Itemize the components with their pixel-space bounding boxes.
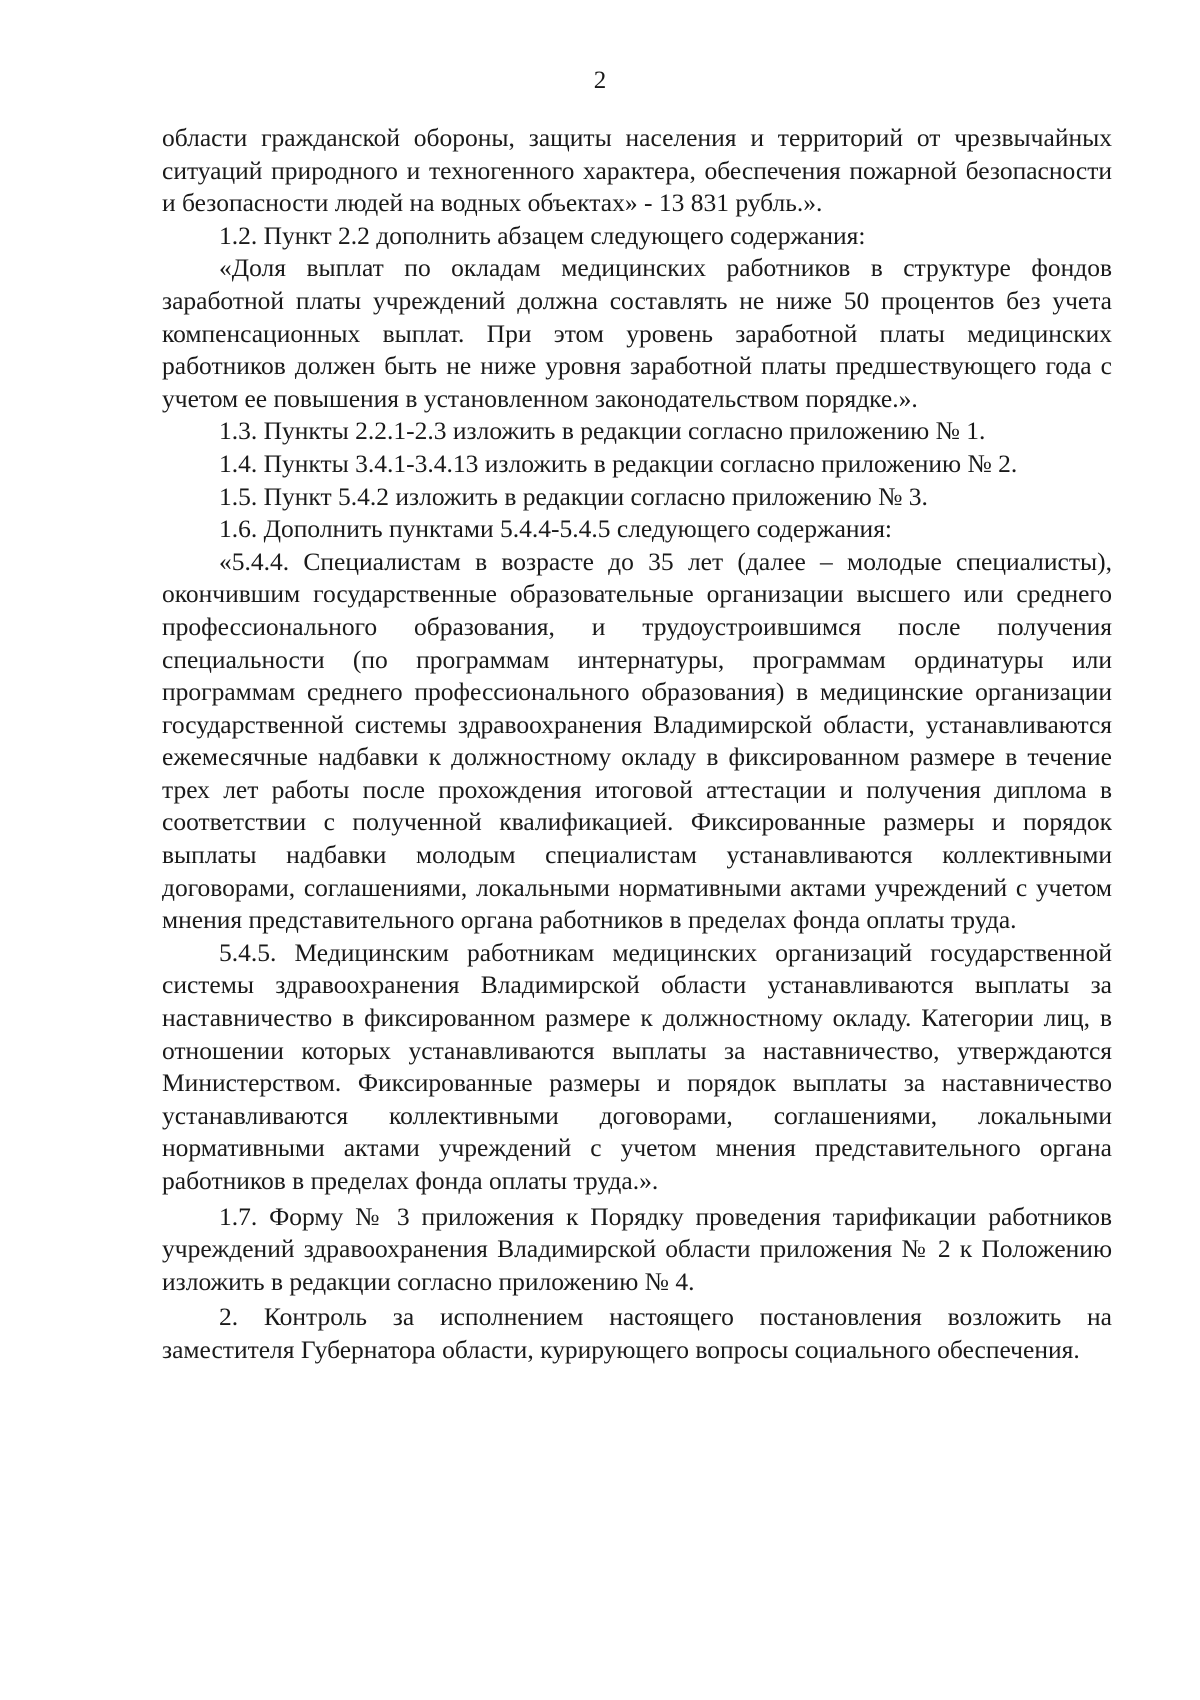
paragraph-1-6: 1.6. Дополнить пунктами 5.4.4-5.4.5 следующего содержания: [219,514,893,544]
paragraph-5-4-4: «5.4.4. Специалистам в возрасте до 35 лет (далее – молодые специалисты), окончившим государственные образовательные организации высшего или среднего профессионального образования, и трудоустроившимся после получения специальности (по программам интернатуры, программам ординатуры или программам среднего профессионального образования) в медицинские организации государственной системы здравоохранения Владимирской области, устанавливаются ежемесячные надбавки к должностному окладу в фиксированном размере в течение трех лет работы после прохождения итоговой аттестации и получения диплома в соответствии с полученной квалификацией. Фиксированные размеры и порядок выплаты надбавки молодым специалистам устанавливаются коллективными договорами, соглашениями, локальными нормативными актами учреждений с учетом мнения представительного органа работников в пределах фонда оплаты труда. [162,546,1112,935]
paragraph-1-5: 1.5. Пункт 5.4.2 изложить в редакции согласно приложению № 3. [219,481,928,511]
paragraph-1-2: 1.2. Пункт 2.2 дополнить абзацем следующего содержания: [219,220,866,250]
document-body [162,122,1112,1367]
paragraph-5-4-5: 5.4.5. Медицинским работникам медицинских организаций государственной системы здравоохранения Владимирской области устанавливаются выплаты за наставничество в фиксированном размере к должностному окладу. Категории лиц, в отношении которых устанавливаются выплаты за наставничество, утверждаются Министерством. Фиксированные размеры и порядок выплаты за наставничество устанавливаются коллективными договорами, соглашениями, локальными нормативными актами учреждений с учетом мнения представительного органа работников в пределах фонда оплаты труда.». [162,937,1112,1195]
page-number: 2 [593,67,607,94]
paragraph-2: 2. Контроль за исполнением настоящего постановления возложить на заместителя Губернатора области, курирующего вопросы социального обеспечения. [162,1302,1112,1364]
paragraph-continuation: области гражданской обороны, защиты населения и территорий от чрезвычайных ситуаций природного и техногенного характера, обеспечения пожарной безопасности и безопасности людей на водных объектах» - 13 831 рубль.». [162,123,1112,218]
paragraph-1-3: 1.3. Пункты 2.2.1-2.3 изложить в редакции согласно приложению № 1. [219,416,986,446]
paragraph-1-4: 1.4. Пункты 3.4.1-3.4.13 изложить в редакции согласно приложению № 2. [219,448,1018,478]
paragraph-1-7: 1.7. Форму № 3 приложения к Порядку проведения тарификации работников учреждений здравоохранения Владимирской области приложения № 2 к Положению изложить в редакции согласно приложению № 4. [162,1201,1112,1296]
paragraph-quote-share: «Доля выплат по окладам медицинских работников в структуре фондов заработной платы учреждений должна составлять не ниже 50 процентов без учета компенсационных выплат. При этом уровень заработной платы медицинских работников должен быть не ниже уровня заработной платы предшествующего года с учетом ее повышения в установленном законодательством порядке.». [162,253,1112,413]
